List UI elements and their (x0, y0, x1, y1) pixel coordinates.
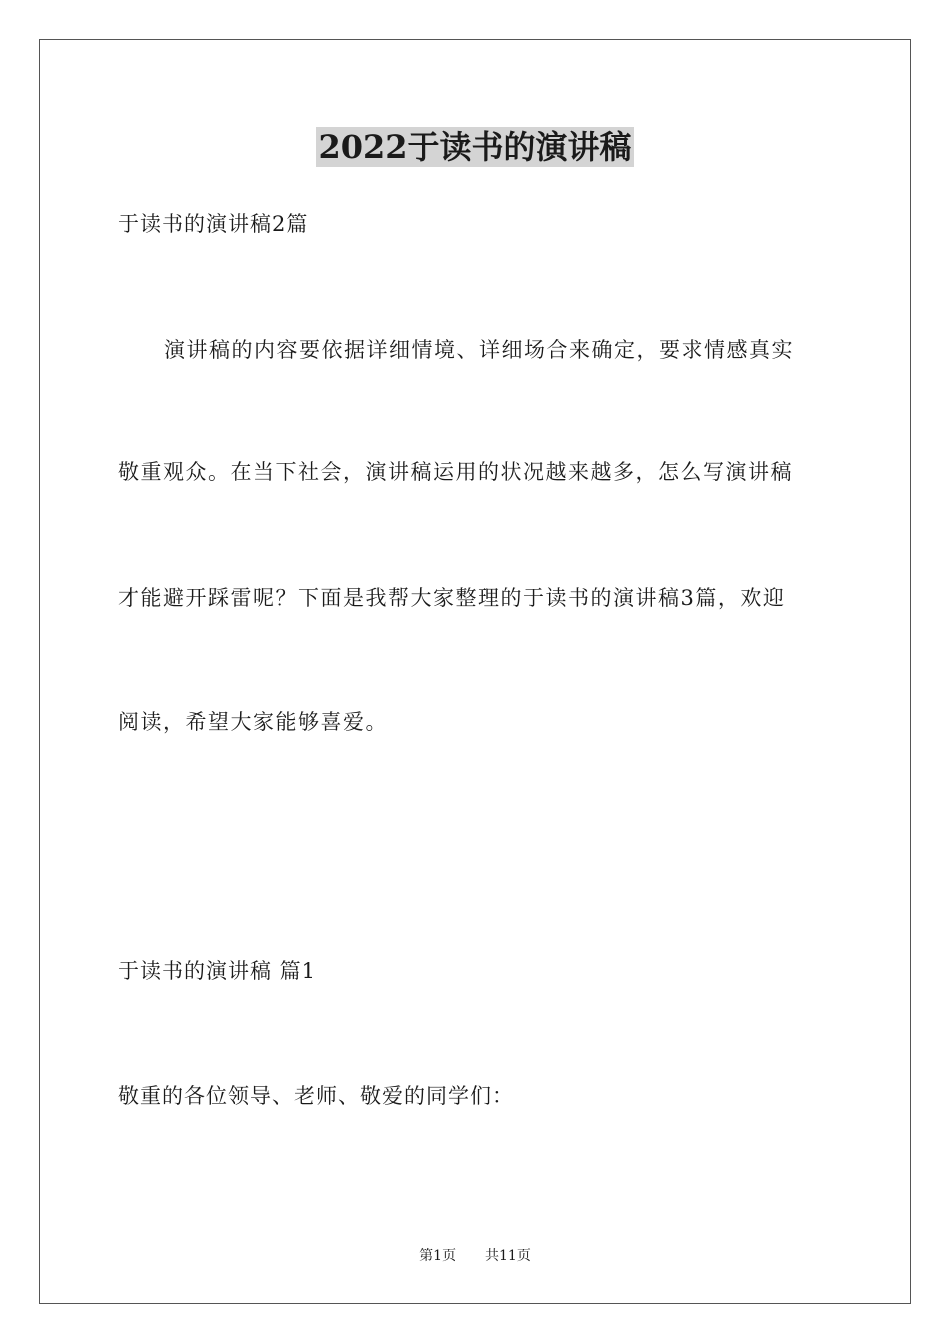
document-title: 2022于读书的演讲稿 (318, 128, 632, 166)
salutation: 敬重的各位领导、老师、敬爱的同学们： (118, 1084, 514, 1108)
title-container (0, 127, 950, 167)
paragraph-line-4: 阅读，希望大家能够喜爱。 (118, 710, 388, 734)
paragraph-line-1: 演讲稿的内容要依据详细情境、详细场合来确定，要求情感真实 (164, 338, 794, 362)
paragraph-line-2: 敬重观众。在当下社会，演讲稿运用的状况越来越多，怎么写演讲稿 (118, 460, 793, 484)
document-subtitle: 于读书的演讲稿2篇 (118, 212, 309, 236)
page-total: 共11页 (485, 1248, 531, 1264)
page-footer (0, 1246, 950, 1266)
page-number: 第1页 (419, 1248, 457, 1264)
section-heading: 于读书的演讲稿 篇1 (118, 959, 317, 983)
paragraph-line-3: 才能避开踩雷呢？下面是我帮大家整理的于读书的演讲稿3篇，欢迎 (118, 586, 786, 610)
